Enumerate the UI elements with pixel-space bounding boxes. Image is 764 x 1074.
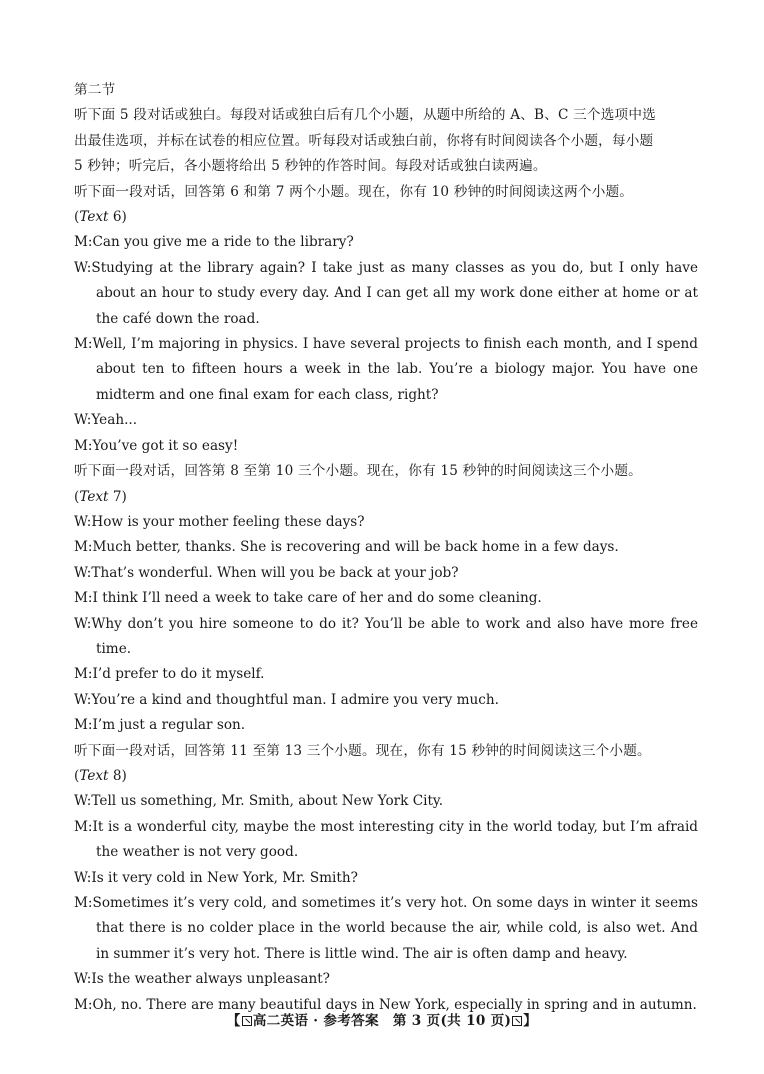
utterance-text: It is a wonderful city, maybe the most interesting city in the world today, but I’m afraid the weather is not very good. — [92, 818, 698, 861]
speaker-label: W — [74, 869, 87, 886]
speaker-label: W — [74, 615, 87, 632]
page-footer — [0, 1009, 764, 1029]
speaker-label: W — [74, 513, 87, 530]
dialogue-line: M:Oh, no. There are many beautiful days in New York, especially in spring and in autumn. — [74, 996, 697, 1013]
exam-logo-icon — [512, 1016, 522, 1026]
text-number-label: (Text 8) — [74, 767, 127, 784]
dialogue-line: W:Is the weather always unpleasant? — [74, 971, 330, 988]
speaker-label: W — [74, 412, 87, 429]
dialogue-line: W:Studying at the library again? I take just as many classes as you do, but I only have about an hour to study every day. And I can get all my work done either at home or at the café down the road. — [74, 259, 698, 327]
utterance-text: Sometimes it’s very cold, and sometimes it’s very hot. On some days in winter it seems that there is no colder place in the world because the air, while cold, is also wet. And in summer it’s very hot. There is little wind. The air is often damp and heavy. — [92, 895, 698, 962]
dialogue-line: M:I’m just a regular son. — [74, 717, 246, 734]
utterance-text: Studying at the library again? I take just as many classes as you do, but I only have about an hour to study every day. And I can get all my work done either at home or at the café down the road. — [91, 259, 698, 327]
dialogue-line: W:Yeah... — [74, 412, 138, 429]
speaker-label: M — [74, 539, 88, 556]
dialogue-line: W:You’re a kind and thoughtful man. I admire you very much. — [74, 691, 499, 708]
utterance-text: You’ve got it so easy! — [92, 437, 239, 454]
text-number: 8 — [112, 767, 122, 784]
speaker-label: M — [74, 818, 88, 835]
exam-logo-icon — [242, 1016, 252, 1026]
dialogue-line: M:Can you give me a ride to the library? — [74, 234, 354, 251]
text-label: Text — [79, 209, 109, 226]
speaker-label: W — [74, 259, 87, 276]
dialogue-line: M:You’ve got it so easy! — [74, 437, 239, 454]
instruction-line: 听下面 5 段对话或独白。每段对话或独白后有几个小题，从题中所给的 A、B、C 三个选项中选 — [74, 107, 656, 124]
transcript-blocks — [74, 180, 698, 1018]
speaker-label: M — [74, 996, 88, 1013]
speaker-label: W — [74, 793, 87, 810]
speaker-label: W — [74, 971, 87, 988]
answer-sheet-page — [74, 78, 698, 1018]
dialogue-line: M:I’d prefer to do it myself. — [74, 666, 265, 683]
footer-text: 高二英语 · 参考答案 第 3 页(共 10 页) — [252, 1013, 512, 1029]
listening-prompt: 听下面一段对话，回答第 8 至第 10 三个小题。现在，你有 15 秒钟的时间阅读这三个小题。 — [74, 463, 642, 480]
dialogue-line: M:Much better, thanks. She is recovering and will be back home in a few days. — [74, 539, 619, 556]
utterance-text: Is it very cold in New York, Mr. Smith? — [91, 869, 358, 886]
speaker-label: M — [74, 717, 88, 734]
instruction-line: 出最佳选项，并标在试卷的相应位置。听每段对话或独白前，你将有时间阅读各个小题，每小题 — [74, 132, 654, 149]
utterance-text: Is the weather always unpleasant? — [91, 971, 330, 988]
listening-prompt: 听下面一段对话，回答第 11 至第 13 三个小题。现在，你有 15 秒钟的时间阅读这三个小题。 — [74, 742, 651, 759]
text-number-label: (Text 7) — [74, 488, 127, 505]
text-number: 7 — [112, 488, 122, 505]
utterance-text: Tell us something, Mr. Smith, about New York City. — [91, 793, 444, 810]
speaker-label: M — [74, 590, 88, 607]
text-number: 6 — [112, 209, 122, 226]
dialogue-line: W:That’s wonderful. When will you be back at your job? — [74, 564, 459, 581]
speaker-label: M — [74, 234, 88, 251]
footer-right-bracket: 】 — [523, 1013, 538, 1029]
utterance-text: You’re a kind and thoughtful man. I admire you very much. — [91, 691, 499, 708]
text-number-label: (Text 6) — [74, 209, 127, 226]
dialogue-line: W:How is your mother feeling these days? — [74, 513, 365, 530]
footer-left-bracket: 【 — [226, 1013, 241, 1029]
utterance-text: I think I’ll need a week to take care of her and do some cleaning. — [92, 590, 542, 607]
utterance-text: I’m just a regular son. — [92, 717, 246, 734]
section-title: 第二节 — [74, 82, 116, 98]
dialogue-line: M:Sometimes it’s very cold, and sometimes it’s very hot. On some days in winter it seems that there is no colder place in the world because the air, while cold, is also wet. And in summer it’s very hot. There is little wind. The air is often damp and heavy. — [74, 895, 698, 962]
dialogue-line: M:I think I’ll need a week to take care of her and do some cleaning. — [74, 590, 542, 607]
speaker-label: W — [74, 564, 87, 581]
dialogue-line: W:Why don’t you hire someone to do it? You’ll be able to work and also have more free time. — [74, 615, 698, 657]
utterance-text: Why don’t you hire someone to do it? You’ll be able to work and also have more free time. — [91, 615, 698, 657]
speaker-label: M — [74, 666, 88, 683]
text-label: Text — [79, 488, 109, 505]
text-label: Text — [79, 767, 109, 784]
utterance-text: That’s wonderful. When will you be back at your job? — [91, 564, 459, 581]
dialogue-line: M:Well, I’m majoring in physics. I have several projects to finish each month, and I spend about ten to fifteen hours a week in the lab. You’re a biology major. You have one midterm and one final exam for each class, right? — [74, 336, 698, 403]
dialogue-line: M:It is a wonderful city, maybe the most interesting city in the world today, but I’m afraid the weather is not very good. — [74, 818, 698, 861]
utterance-text: How is your mother feeling these days? — [91, 513, 365, 530]
utterance-text: Oh, no. There are many beautiful days in New York, especially in spring and in autumn. — [92, 996, 697, 1013]
utterance-text: I’d prefer to do it myself. — [92, 666, 265, 683]
instruction-line: 5 秒钟；听完后，各小题将给出 5 秒钟的作答时间。每段对话或独白读两遍。 — [74, 158, 547, 175]
speaker-label: W — [74, 691, 87, 708]
utterance-text: Much better, thanks. She is recovering and will be back home in a few days. — [92, 539, 619, 556]
dialogue-line: W:Is it very cold in New York, Mr. Smith? — [74, 869, 358, 886]
speaker-label: M — [74, 437, 88, 454]
utterance-text: Yeah... — [91, 412, 138, 429]
utterance-text: Well, I’m majoring in physics. I have several projects to finish each month, and I spend about ten to fifteen hours a week in the lab. You’re a biology major. You have one midterm and one final exam for each class, right? — [92, 336, 698, 403]
speaker-label: M — [74, 336, 88, 353]
dialogue-line: W:Tell us something, Mr. Smith, about New York City. — [74, 793, 444, 810]
speaker-label: M — [74, 895, 88, 911]
listening-prompt: 听下面一段对话，回答第 6 和第 7 两个小题。现在，你有 10 秒钟的时间阅读这两个小题。 — [74, 183, 634, 200]
utterance-text: Can you give me a ride to the library? — [92, 234, 354, 251]
